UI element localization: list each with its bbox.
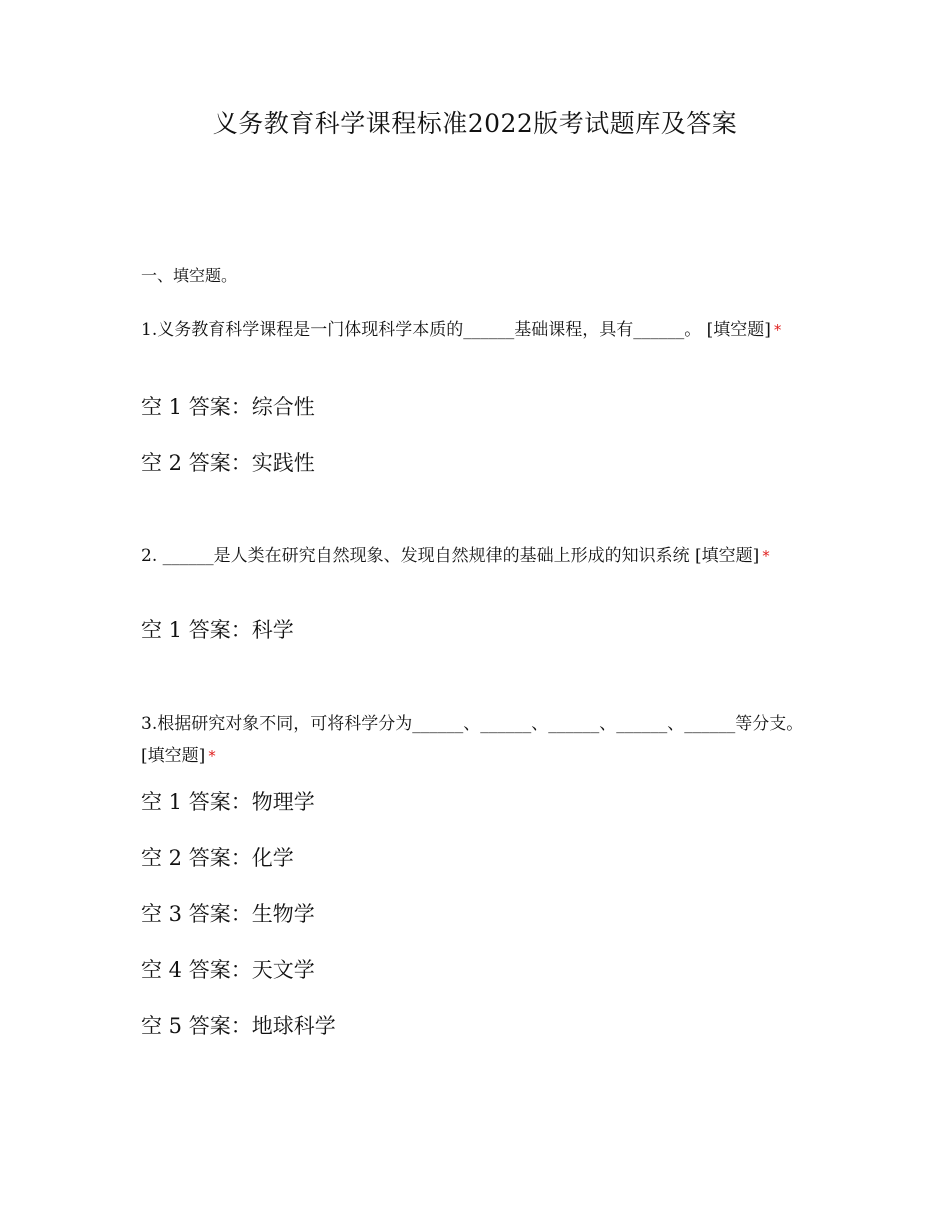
question-1-answer-1 (141, 391, 315, 421)
answer-prefix: 空 2 答案： (141, 846, 252, 870)
question-1-answer-2 (141, 447, 315, 477)
answer-prefix: 空 2 答案： (141, 451, 252, 475)
document-title: 义务教育科学课程标准2022版考试题库及答案 (212, 109, 738, 138)
question-1 (141, 314, 813, 346)
question-3-answer-2 (141, 842, 294, 872)
question-3-text: 3.根据研究对象不同，可将科学分为______、______、______、______、______等分支。 [填空题] (141, 714, 804, 766)
question-3-answer-3 (141, 898, 315, 928)
answer-prefix: 空 4 答案： (141, 958, 252, 982)
required-asterisk-icon: * (773, 321, 782, 339)
answer-prefix: 空 1 答案： (141, 790, 252, 814)
answer-value: 科学 (251, 618, 294, 642)
question-1-text: 1.义务教育科学课程是一门体现科学本质的______基础课程，具有______。 [填空题] (141, 320, 771, 340)
answer-prefix: 空 5 答案： (141, 1014, 252, 1038)
answer-value: 实践性 (251, 451, 315, 475)
question-2 (141, 540, 813, 572)
required-asterisk-icon: * (762, 547, 770, 565)
answer-value: 天文学 (251, 958, 315, 982)
required-asterisk-icon: * (208, 747, 216, 765)
answer-value: 综合性 (251, 395, 315, 419)
question-2-answer-1 (141, 614, 294, 644)
question-3-answer-1 (141, 786, 315, 816)
answer-value: 地球科学 (251, 1014, 336, 1038)
answer-value: 化学 (251, 846, 294, 870)
question-3-answer-5 (141, 1010, 336, 1040)
answer-prefix: 空 1 答案： (141, 618, 252, 642)
answer-value: 物理学 (251, 790, 315, 814)
question-2-text: 2. ______是人类在研究自然现象、发现自然规律的基础上形成的知识系统 [填空题] (141, 546, 760, 566)
question-3 (141, 708, 813, 772)
answer-prefix: 空 3 答案： (141, 902, 252, 926)
answer-value: 生物学 (251, 902, 315, 926)
section-heading: 一、填空题。 (141, 266, 238, 285)
answer-prefix: 空 1 答案： (141, 395, 252, 419)
question-3-answer-4 (141, 954, 315, 984)
